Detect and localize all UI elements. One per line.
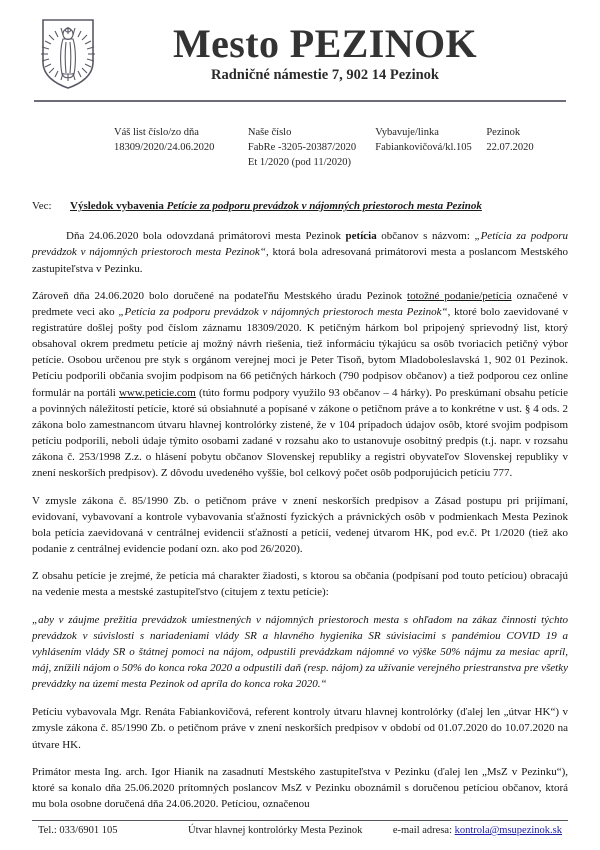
paragraph-5-petition-quote: „aby v záujme prežitia prevádzok umiestnených v nájomných priestoroch mesta s ohľadom na zákaz činnosti týchto prevádzok v súvislosti s nariadeniami vlády SR a hlavného hygienika SR súvisiacimi s pandémiou COVID 19 a vyhlásením vlády SR o štátnej pomoci na nájom, odpustili prevádzkam nájomné vo výške 50% nájmu za mesiac apríl, máj, znížili nájom o 50% do konca roka 2020 a odpustili daň (resp. nájom) za užívanie verejného priestranstva pre všetky prevádzky na území mesta Pezinok od apríla do konca roka 2020.“ bbox=[32, 613, 568, 691]
handler-label: Vybavuje/linka bbox=[375, 127, 439, 138]
our-reference-label: Naše číslo bbox=[247, 127, 292, 138]
p1-text-b: občanov s názvom: bbox=[376, 230, 475, 243]
your-reference-value: 18309/2020/24.06.2020 bbox=[114, 141, 215, 153]
subject-prefix: Výsledok vybavenia bbox=[70, 199, 167, 212]
place-date-column bbox=[486, 126, 568, 171]
letterhead-title-block bbox=[122, 20, 568, 85]
p1-text-a: Dňa 24.06.2020 bola odovzdaná primátorovi mesta Pezinok bbox=[66, 230, 346, 243]
footer-divider bbox=[32, 820, 568, 821]
pezinok-coat-of-arms-icon bbox=[40, 18, 96, 90]
p2-text-a: Zároveň dňa 24.06.2020 bolo doručené na podateľňu Mestského úradu Pezinok bbox=[32, 289, 408, 302]
paragraph-6: Petíciu vybavovala Mgr. Renáta Fabiankovičová, referent kontroly útvaru hlavnej kontrolórky (ďalej len „útvar HK“) v zmysle zákona č. 85/1990 Zb. o petičnom práve v znení neskorších predpisov v období od 01.07.2020 do 10.07.2020 na útvare HK. bbox=[32, 706, 568, 751]
paragraph-2 bbox=[32, 288, 568, 482]
subject-italic-part: Petície za podporu prevádzok v nájomných priestoroch mesta Pezinok bbox=[166, 199, 482, 212]
our-reference-value-1: FabRe -3205-20387/2020 bbox=[247, 141, 357, 153]
your-reference-label: Váš list číslo/zo dňa bbox=[114, 127, 199, 138]
p2-underlined-identical-filing: totožné podanie/petícia bbox=[407, 289, 512, 302]
our-reference-value-2: Et 1/2020 (pod 11/2020) bbox=[247, 156, 352, 168]
subject-value bbox=[70, 198, 510, 215]
place-label: Pezinok bbox=[486, 127, 521, 138]
letterhead bbox=[32, 0, 568, 94]
p2-text-d: (túto formu podpory využilo 93 občanov – 4 hárky). Po preskúmaní obsahu petície a povinných náležitostí petície, ktoré sú obsiahnuté a popísané v zákone o petičnom práve a to konkrétne v ust. § 4 ods. 2 zákona bolo zamestnancom útvaru hlavnej kontrolórky zistené, že v 104 prípadoch údajov osôb, ktoré svojim podpisom petíciu podporili, neboli údaje týmito osobami zadané v rozsahu ako to ustanovuje osobitný predpis (t.j. napr. v rozsahu zákona č. 253/1998 Z.z. o hlásení pobytu občanov Slovenskej republiky a registri obyvateľov Slovenskej republiky v znení neskorších predpisov). Z dôvodu uvedeného vyššie, bol celkový počet osôb podporujúcich petíciu 777. bbox=[32, 386, 568, 480]
subject-line bbox=[32, 198, 568, 215]
p1-bold-petition: petícia bbox=[345, 230, 377, 243]
footer-row bbox=[32, 825, 568, 836]
header-divider bbox=[34, 100, 566, 102]
p1-text-c: , ktorá bola adresovaná primátorovi mesta a poslancom Mestského zastupiteľstva v Pezinku. bbox=[32, 246, 568, 275]
p2-text-b: označené v predmete veci ako bbox=[32, 289, 568, 318]
paragraph-7: Primátor mesta Ing. arch. Igor Hianik na zasadnutí Mestského zastupiteľstva v Pezinku (ďalej len „MsZ v Pezinku“), ktoré sa konalo dňa 25.06.2020 prítomných poslancov MsZ v Pezinku oboznámil s doručenou petíciou občanov, ktorá mu bola osobne doručená dňa 24.06.2020. Petíciou, označenou bbox=[32, 765, 568, 811]
subject-label: Vec: bbox=[32, 199, 52, 212]
p1-quoted-title: „Petícia za podporu prevádzok v nájomných priestoroch mesta Pezinok“ bbox=[32, 230, 568, 259]
organization-address: Radničné námestie 7, 902 14 Pezinok bbox=[211, 67, 439, 84]
footer-department: Útvar hlavnej kontrolórky Mesta Pezinok bbox=[188, 825, 363, 836]
page-footer bbox=[32, 820, 568, 836]
your-reference-column bbox=[114, 126, 248, 171]
our-reference-column bbox=[248, 126, 375, 171]
handler-value: Fabiankovičová/kl.105 bbox=[375, 141, 472, 153]
footer-email-label: e-mail adresa: bbox=[392, 825, 455, 836]
footer-email-link[interactable]: kontrola@msupezinok.sk bbox=[454, 825, 562, 836]
paragraph-4: Z obsahu petície je zrejmé, že petícia má charakter žiadosti, s ktorou sa občania (podpísaní pod touto petíciou) obracajú na vedenie mesta a mestské zastupiteľstvo (citujem z textu petície): bbox=[32, 570, 568, 599]
document-body bbox=[32, 228, 568, 812]
footer-telephone: Tel.: 033/6901 105 bbox=[38, 825, 118, 836]
p2-portal-link[interactable]: www.peticie.com bbox=[118, 386, 196, 399]
paragraph-3: V zmysle zákona č. 85/1990 Zb. o petičnom práve v znení neskorších predpisov a Zásad postupu pri prijímaní, evidovaní, vybavovaní a kontrole vybavovania sťažností fyzických a právnických osôb v podmienkach Mesta Pezinok bola petícia zaevidovaná v centrálnej evidencii sťažností a petícií, vedenej útvarom HK, pod ev.č. Pt 1/2020 (tiež ako podanie z centrálnej evidencie podaní ozn. ako pod 26/2020). bbox=[32, 494, 568, 556]
p2-text-c: , ktoré bolo zaevidované v registratúre došlej pošty pod číslom záznamu 18309/2020. K petičným hárkom bol pripojený sprievodný list, ktorý obsahoval okrem predmetu petície aj možný návrh riešenia, tiež informáciu týkajúcu sa osôb tvoriacich petičný výbor petície. Osobou určenou pre styk s orgánom verejnej moci je Peter Tisoň, bytom Mladoboleslavská 1, 902 01 Pezinok. Petíciu podporili občania svojim podpisom na 66 petičných hárkoch (790 podpisov občanov) a tiež podporou cez online formulár na portáli bbox=[32, 305, 568, 399]
reference-header bbox=[32, 126, 568, 171]
date-value: 22.07.2020 bbox=[486, 141, 534, 153]
p2-quoted-title: „Petícia za podporu prevádzok v nájomných priestoroch mesta Pezinok“ bbox=[118, 305, 448, 318]
footer-email bbox=[393, 825, 562, 836]
paragraph-1 bbox=[32, 228, 568, 276]
handler-column bbox=[375, 126, 486, 171]
page-title: Mesto PEZINOK bbox=[172, 20, 478, 66]
